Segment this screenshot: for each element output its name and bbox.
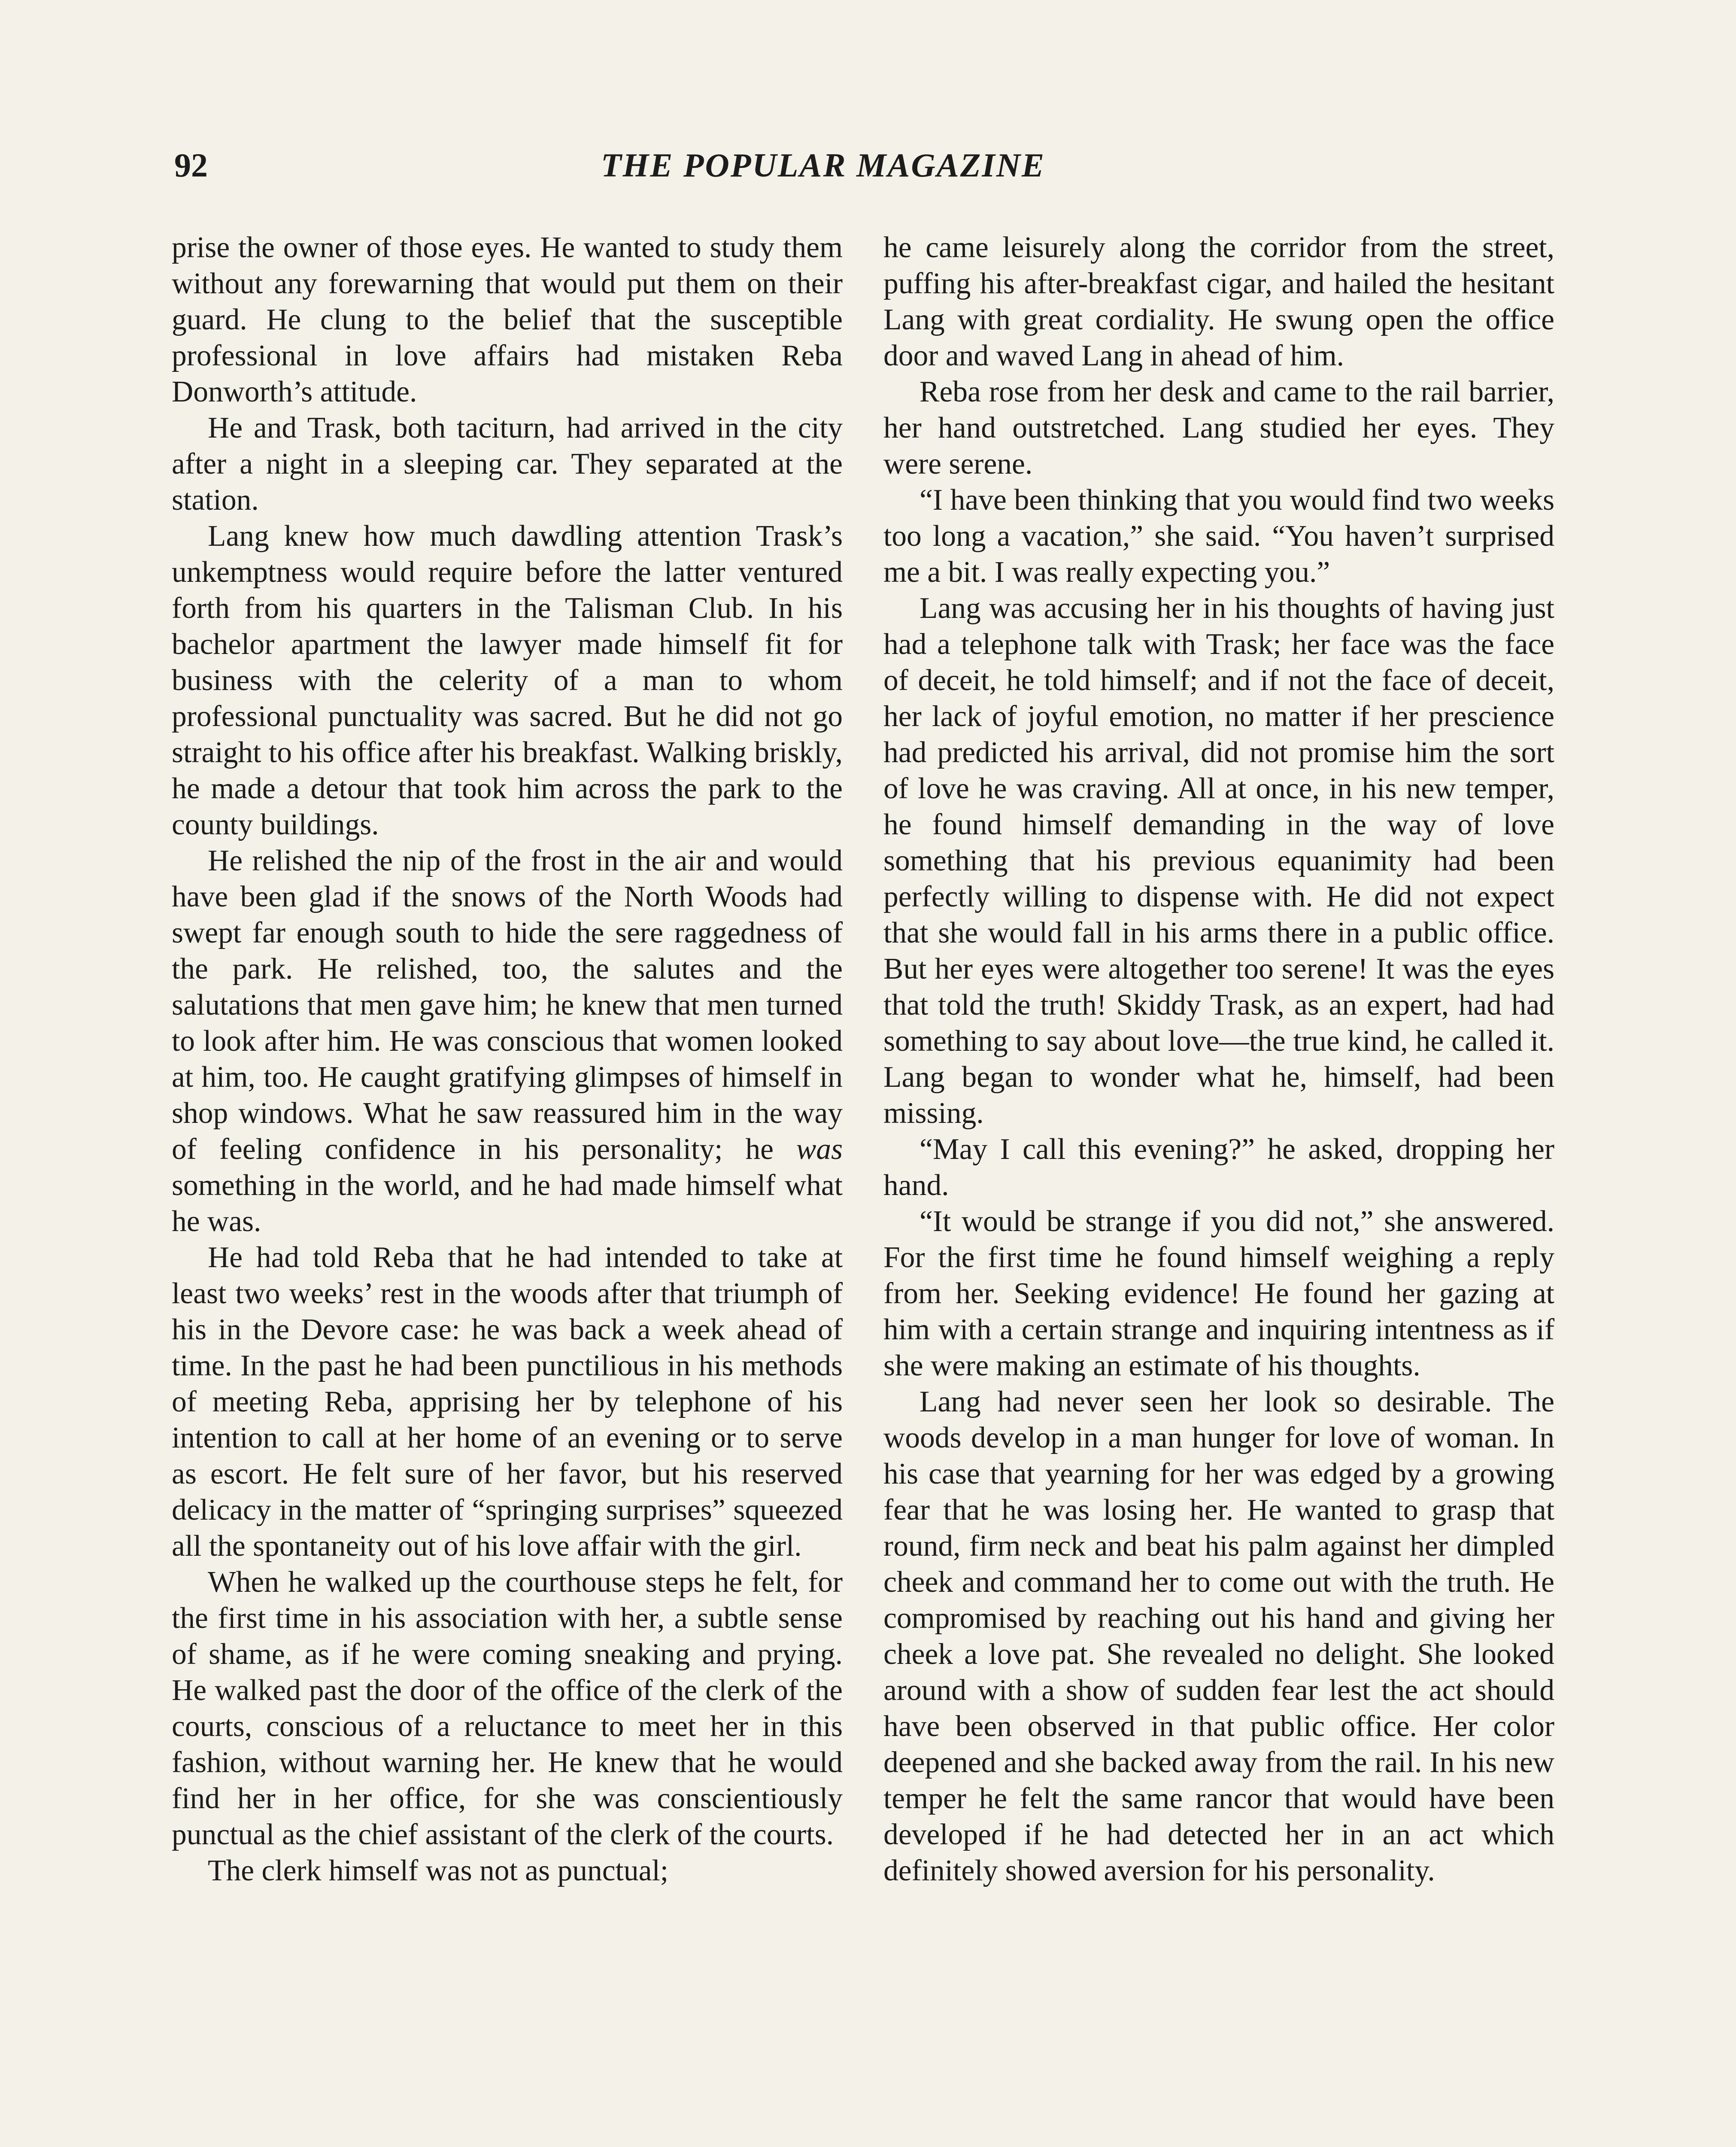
paragraph: He and Trask, both taciturn, had arrived in the city after a night in a sleeping car. They separated at the station.	[172, 411, 843, 517]
paragraph: prise the owner of those eyes. He wanted to study them without any forewarning that would put them on their guard. He clung to the belief that the susceptible professional in love affairs had mistaken Reba Donworth’s attitude.	[172, 231, 843, 408]
right-column	[883, 230, 1554, 1889]
paragraph: “I have been thinking that you would find two weeks too long a vacation,” she said. “You haven’t surprised me a bit. I was really expecting you.”	[883, 484, 1554, 589]
emphasis-prefix: he	[745, 1133, 796, 1166]
paragraph-with-emphasis	[172, 843, 843, 1240]
paragraph: he came leisurely along the corridor from the street, puffing his after-breakfast cigar, and hailed the hesitant Lang with great cordiality. He swung open the office door and waved Lang in ahead of him.	[883, 231, 1554, 372]
page-number: 92	[174, 146, 208, 184]
paragraph-text: something in the world, and he had made himself what he was.	[172, 1169, 843, 1238]
paragraph: When he walked up the courthouse steps he felt, for the first time in his association with her, a subtle sense of shame, as if he were coming sneaking and prying. He walked past the door of the office of the clerk of the courts, conscious of a reluctance to meet her in this fashion, without warning her. He knew that he would find her in her office, for she was conscientiously punctual as the chief assistant of the clerk of the courts.	[172, 1566, 843, 1851]
paragraph-text: He relished the nip of the frost in the air and would have been glad if the snows of the North Woods had swept far enough south to hide the sere raggedness of the park. He relished, too, the salutes and the salutations that men gave him; he knew that men turned to look after him. He was conscious that women looked at him, too. He caught gratifying glimpses of himself in shop windows. What he saw reassured him in the way of feeling confidence in his personality;	[172, 844, 843, 1166]
paragraph: Lang was accusing her in his thoughts of having just had a telephone talk with Trask; her face was the face of deceit, he told himself; and if not the face of deceit, her lack of joyful emotion, no matter if her prescience had predicted his arrival, did not promise him the sort of love he was craving. All at once, in his new temper, he found himself demanding in the way of love something that his previous equanimity had been perfectly willing to dispense with. He did not expect that she would fall in his arms there in a public office. But her eyes were altogether too serene! It was the eyes that told the truth! Skiddy Trask, as an expert, had had something to say about love—the true kind, he called it. Lang began to wonder what he, himself, had been missing.	[883, 592, 1554, 1130]
paragraph: “It would be strange if you did not,” she answered. For the first time he found himself weighing a reply from her. Seeking evidence! He found her gazing at him with a certain strange and inquiring intentness as if she were making an estimate of his thoughts.	[883, 1205, 1554, 1382]
magazine-title: THE POPULAR MAGAZINE	[601, 146, 1046, 184]
paragraph: He had told Reba that he had intended to take at least two weeks’ rest in the woods after that triumph of his in the Devore case: he was back a week ahead of time. In the past he had been punctilious in his methods of meeting Reba, apprising her by telephone of his intention to call at her home of an evening or to serve as escort. He felt sure of her favor, but his reserved delicacy in the matter of “springing surprises” squeezed all the spontaneity out of his love affair with the girl.	[172, 1241, 843, 1563]
paragraph: Lang knew how much dawdling attention Trask’s unkemptness would require before the latter ventured forth from his quarters in the Talisman Club. In his bachelor apartment the lawyer made himself fit for business with the celerity of a man to whom professional punctuality was sacred. But he did not go straight to his office after his breakfast. Walking briskly, he made a detour that took him across the park to the county buildings.	[172, 520, 843, 841]
emphasis-word: was	[796, 1133, 843, 1166]
paragraph: Reba rose from her desk and came to the rail barrier, her hand outstretched. Lang studied her eyes. They were serene.	[883, 375, 1554, 480]
left-column	[172, 230, 843, 1889]
paragraph: Lang had never seen her look so desirable. The woods develop in a man hunger for love of woman. In his case that yearning for her was edged by a growing fear that he was losing her. He wanted to grasp that round, firm neck and beat his palm against her dimpled cheek and command her to come out with the truth. He compromised by reaching out his hand and giving her cheek a love pat. She revealed no delight. She looked around with a show of sudden fear lest the act should have been observed in that public office. Her color deepened and she backed away from the rail. In his new temper he felt the same rancor that would have been developed if he had detected her in an act which definitely showed aversion for his personality.	[883, 1385, 1554, 1887]
paragraph: “May I call this evening?” he asked, dropping her hand.	[883, 1133, 1554, 1202]
paragraph: The clerk himself was not as punctual;	[208, 1854, 669, 1887]
